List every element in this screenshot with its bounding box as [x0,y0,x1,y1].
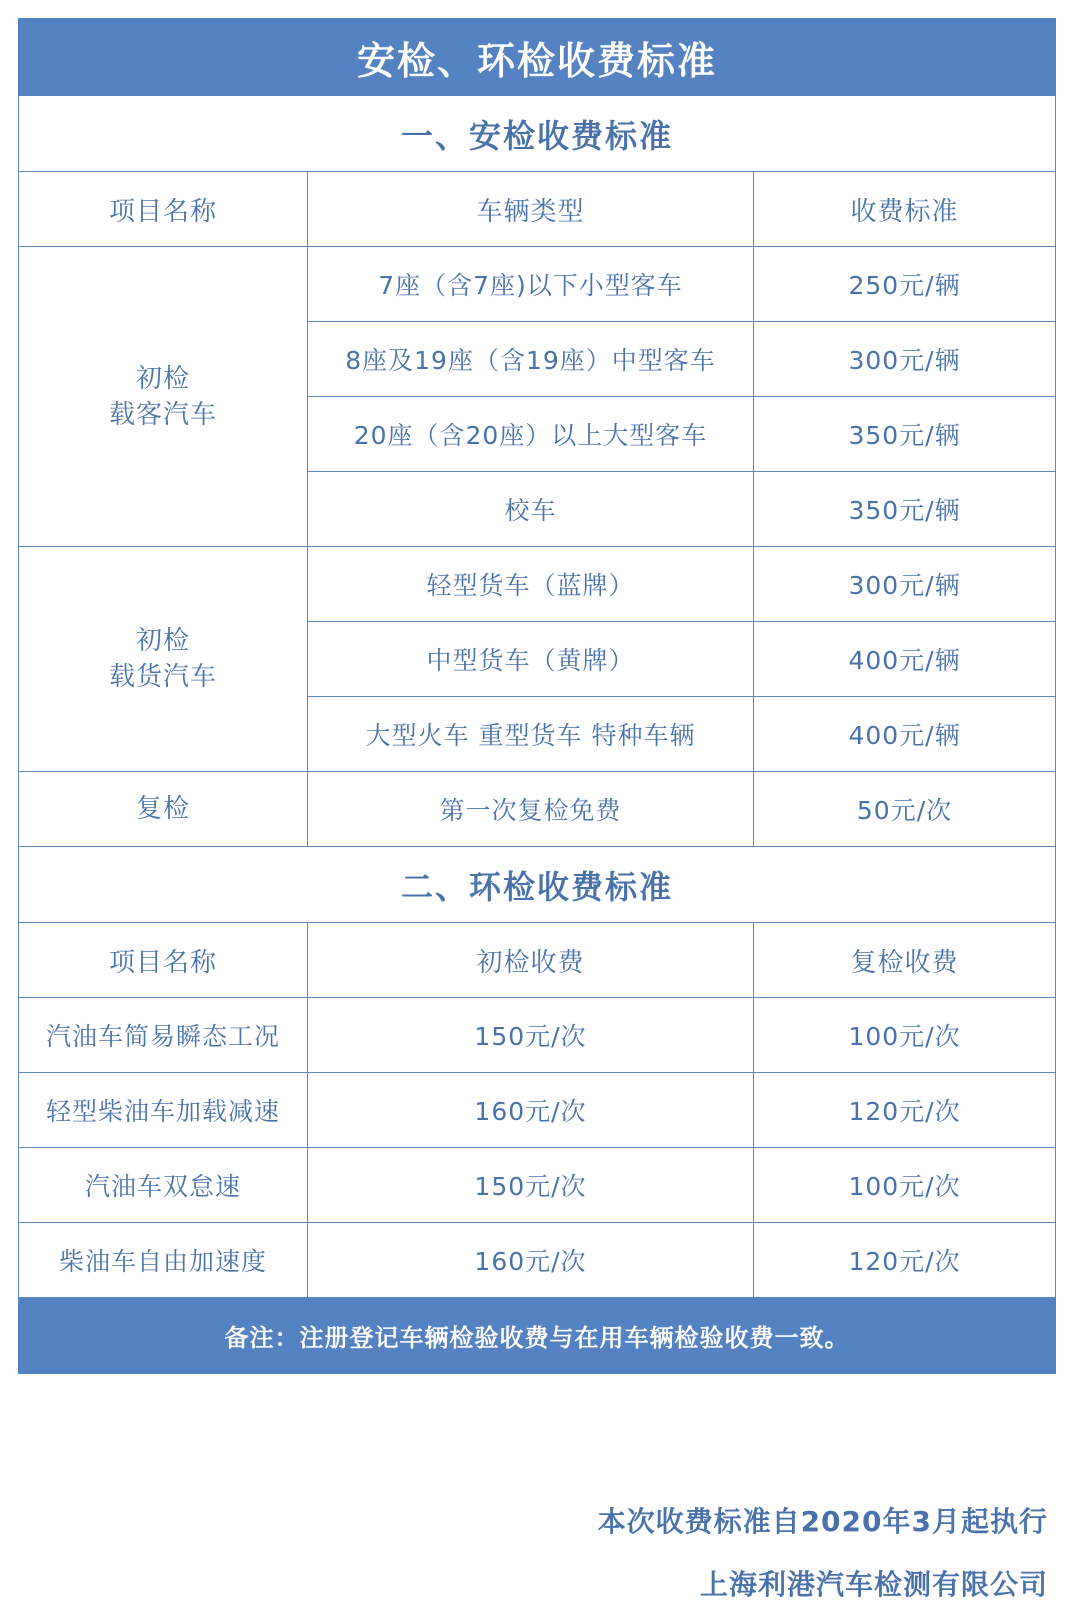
recheck-name-cell: 复检 [19,772,308,847]
recheck-fee-cell: 100元/次 [754,998,1056,1073]
initial-fee-cell: 160元/次 [308,1223,754,1298]
table-row [19,247,1056,322]
emission-section-row [19,847,1056,923]
table-row [19,1073,1056,1148]
column-header-initial-fee: 初检收费 [308,923,754,998]
fee-cell: 350元/辆 [754,472,1056,547]
table-row [19,772,1056,847]
column-header-item-name: 项目名称 [19,923,308,998]
company-name: 上海利港汽车检测有限公司 [699,1568,1048,1601]
effective-date-text: 本次收费标准自2020年3月起执行 [597,1505,1048,1538]
table-row [19,547,1056,622]
recheck-fee-cell: 120元/次 [754,1073,1056,1148]
group-name-line: 初检 [135,626,190,656]
fee-cell: 300元/辆 [754,547,1056,622]
fee-cell: 50元/次 [754,772,1056,847]
table-row [19,998,1056,1073]
emission-section-title: 二、环检收费标准 [19,847,1056,923]
initial-fee-cell: 150元/次 [308,998,754,1073]
vehicle-type-cell: 中型货车（黄牌） [308,622,754,697]
vehicle-type-cell: 8座及19座（含19座）中型客车 [308,322,754,397]
table-row [19,1148,1056,1223]
initial-fee-cell: 160元/次 [308,1073,754,1148]
vehicle-type-cell: 大型火车 重型货车 特种车辆 [308,697,754,772]
vehicle-type-cell: 校车 [308,472,754,547]
group-name-line: 载货汽车 [108,662,217,692]
initial-fee-cell: 150元/次 [308,1148,754,1223]
fee-cell: 300元/辆 [754,322,1056,397]
vehicle-type-cell: 20座（含20座）以上大型客车 [308,397,754,472]
emission-header-row [19,923,1056,998]
fee-cell: 350元/辆 [754,397,1056,472]
note-text: 备注：注册登记车辆检验收费与在用车辆检验收费一致。 [19,1298,1056,1374]
vehicle-type-cell: 7座（含7座)以下小型客车 [308,247,754,322]
fee-table-sheet [18,18,1055,1374]
test-name-cell: 汽油车简易瞬态工况 [19,998,308,1073]
safety-section-title: 一、安检收费标准 [19,96,1056,172]
recheck-fee-cell: 120元/次 [754,1223,1056,1298]
fee-table [18,18,1056,1374]
page-title: 安检、环检收费标准 [19,19,1056,96]
group-name-line: 初检 [135,363,190,394]
column-header-fee: 收费标准 [754,172,1056,247]
title-row [19,19,1056,96]
test-name-cell: 轻型柴油车加载减速 [19,1073,308,1148]
group-name-passenger [19,247,308,547]
recheck-fee-cell: 100元/次 [754,1148,1056,1223]
note-row [19,1298,1056,1374]
test-name-cell: 汽油车双怠速 [19,1148,308,1223]
test-name-cell: 柴油车自由加速度 [19,1223,308,1298]
group-name-line: 载客汽车 [108,399,217,430]
fee-cell: 400元/辆 [754,697,1056,772]
fee-cell: 250元/辆 [754,247,1056,322]
fee-cell: 400元/辆 [754,622,1056,697]
vehicle-type-cell: 轻型货车（蓝牌） [308,547,754,622]
safety-header-row [19,172,1056,247]
table-row [19,1223,1056,1298]
vehicle-type-cell: 第一次复检免费 [308,772,754,847]
group-name-cargo [19,547,308,772]
column-header-recheck-fee: 复检收费 [754,923,1056,998]
safety-section-row [19,96,1056,172]
column-header-item-name: 项目名称 [19,172,308,247]
column-header-vehicle-type: 车辆类型 [308,172,754,247]
